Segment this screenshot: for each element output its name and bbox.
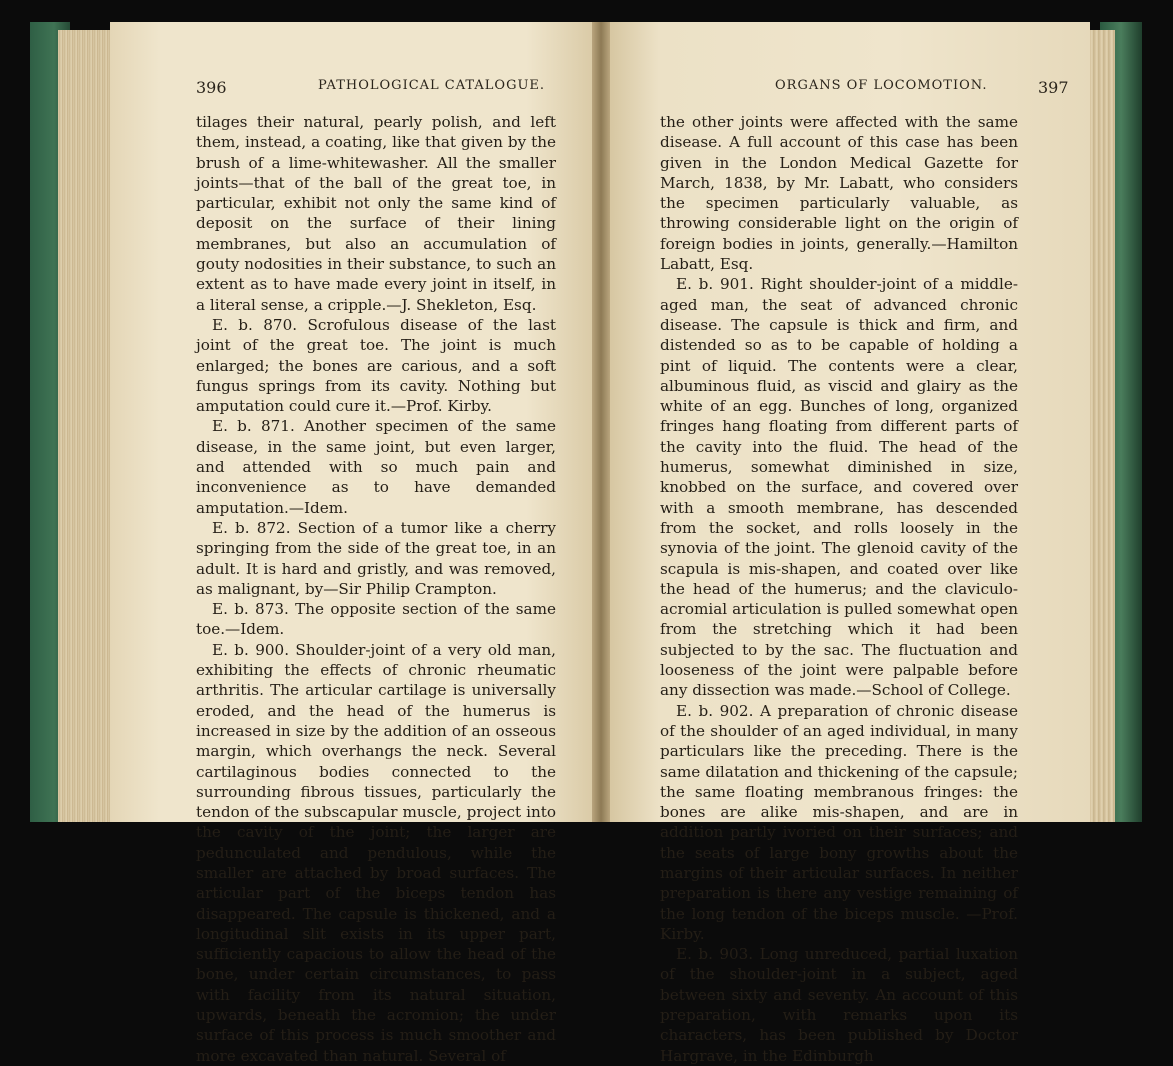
right-running-head: ORGANS OF LOCOMOTION. bbox=[775, 78, 988, 93]
right-page-number: 397 bbox=[1038, 78, 1069, 97]
right-page-body bbox=[660, 112, 1018, 1066]
paragraph: E. b. 901. Right shoulder-joint of a middle-aged man, the seat of advanced chronic disease. The capsule is thick and firm, and distended so as to be capable of holding a pint of liquid. The contents were a clear, albuminous fluid, as viscid and glairy as the white of an egg. Bunches of long, organized fringes hang floating from different parts of the cavity into the fluid. The head of the humerus, somewhat diminished in size, knobbed on the surface, and covered over with a smooth membrane, has descended from the socket, and rolls loosely in the synovia of the joint. The glenoid cavity of the scapula is mis-shapen, and coated over like the head of the humerus; and the claviculo-acromial articulation is pulled somewhat open from the stretching which it had been subjected to by the sac. The fluctuation and looseness of the joint were palpable before any dissection was made.—School of College. bbox=[660, 275, 1018, 700]
paragraph: E. b. 873. The opposite section of the same toe.—Idem. bbox=[196, 600, 556, 639]
paragraph: E. b. 872. Section of a tumor like a cherry springing from the side of the great toe, in an adult. It is hard and gristly, and was removed, as malignant, by—Sir Philip Crampton. bbox=[196, 518, 556, 598]
paragraph: E. b. 903. Long unreduced, partial luxation of the shoulder-joint in a subject, aged between sixty and seventy. An account of this preparation, with remarks upon its characters, has been published by Doctor Hargrave, in the Edinburgh bbox=[660, 945, 1018, 1065]
paragraph: E. b. 871. Another specimen of the same disease, in the same joint, but even larger, and attended with so much pain and inconvenience as to have demanded amputation.—Idem. bbox=[196, 417, 556, 517]
paragraph: the other joints were affected with the same disease. A full account of this case has been given in the London Medical Gazette for March, 1838, by Mr. Labatt, who considers the specimen particularly valuable, as throwing considerable light on the origin of foreign bodies in joints, generally.—Hamilton Labatt, Esq. bbox=[660, 113, 1018, 274]
book-gutter bbox=[592, 22, 610, 822]
left-running-head: PATHOLOGICAL CATALOGUE. bbox=[318, 78, 546, 93]
paragraph: tilages their natural, pearly polish, and left them, instead, a coating, like that given by the brush of a lime-whitewasher. All the smaller joints—that of the ball of the great toe, in particular, exhibit not only the same kind of deposit on the surface of their lining membranes, but also an accumulation of gouty nodosities in their substance, to such an extent as to have made every joint in itself, in a literal sense, a cripple.—J. Shekleton, Esq. bbox=[196, 113, 556, 314]
paragraph: E. b. 870. Scrofulous disease of the last joint of the great toe. The joint is much enlarged; the bones are carious, and a soft fungus springs from its cavity. Nothing but amputation could cure it.—Prof. Kirby. bbox=[196, 315, 556, 416]
left-page-body bbox=[196, 112, 556, 1066]
paragraph: E. b. 902. A preparation of chronic disease of the shoulder of an aged individual, in many particulars like the preceding. There is the same dilatation and thickening of the capsule; the same floating membranous fringes: the bones are alike mis-shapen, and are in addition partly ivoried on their surfaces; and the seats of large bony growths about the margins of their articular surfaces. In neither preparation is there any vestige remaining of the long tendon of the biceps muscle. —Prof. Kirby. bbox=[660, 701, 1018, 943]
paragraph: E. b. 900. Shoulder-joint of a very old man, exhibiting the effects of chronic rheumatic arthritis. The articular cartilage is universally eroded, and the head of the humerus is increased in size by the addition of an osseous margin, which overhangs the neck. Several cartilaginous bodies connected to the surrounding fibrous tissues, particularly the tendon of the subscapular muscle, project into the cavity of the joint; the larger are pedunculated and pendulous, while the smaller are attached by broad surfaces. The articular part of the biceps tendon has disappeared. The capsule is thickened, and a longitudinal slit exists in its upper part, sufficiently capacious to allow the head of the bone, under certain circumstances, to pass with facility from its natural situation, upwards, beneath the acromion; the under surface of this process is much smoother and more excavated than natural. Several of bbox=[196, 640, 556, 1065]
left-page-number: 396 bbox=[196, 78, 227, 97]
